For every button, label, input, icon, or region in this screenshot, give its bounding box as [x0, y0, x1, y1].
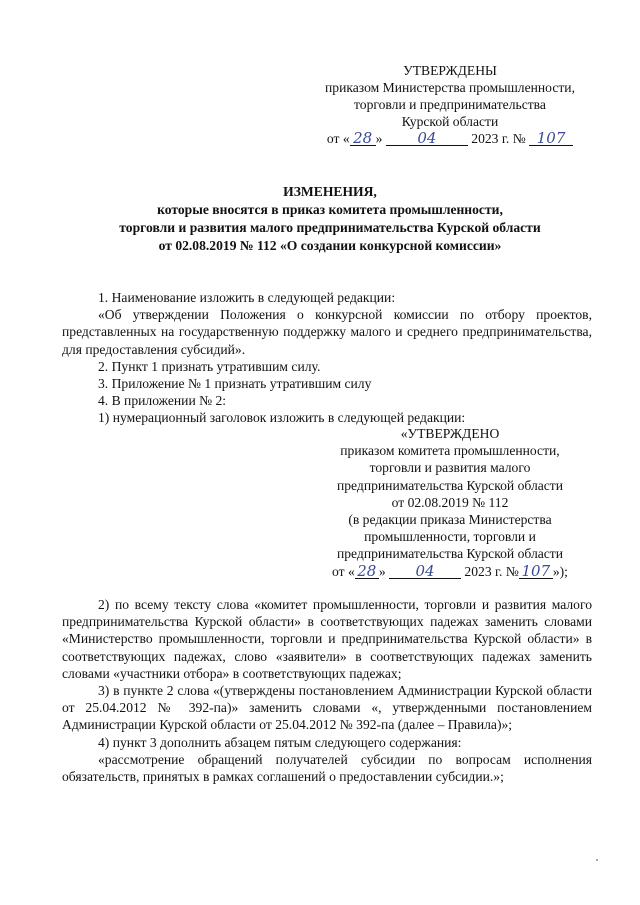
title-line-2: торговли и развития малого предпринимательства Курской области: [119, 220, 541, 235]
paragraph-3: 2. Пункт 1 признать утратившим силу.: [98, 358, 321, 374]
title-line-1: которые вносятся в приказ комитета промышленности,: [157, 202, 503, 217]
paragraph-9: 4) пункт 3 дополнить абзацем пятым следующего содержания:: [98, 734, 462, 750]
inner-handwritten-number: 107: [519, 564, 553, 579]
inner-approval-line-7: предпринимательства Курской области: [336, 546, 564, 562]
title-head: ИЗМЕНЕНИЯ,: [283, 184, 377, 199]
document-title: [70, 183, 590, 255]
date-prefix: от «: [326, 131, 350, 146]
inner-approval-date-line: [300, 563, 600, 580]
body-section-1: [62, 289, 592, 427]
paragraph-2: «Об утверждении Положения о конкурсной комиссии по отбору проектов, представленных на государственную поддержку малого и среднего предпринимательства, для предоставления субсидий».: [62, 307, 592, 357]
inner-date-mid: »: [378, 563, 386, 579]
paragraph-7: 2) по всему тексту слова «комитет промышленности, торговли и развития малого предпринимательства Курской области» в соответствующих падежах заменить словами «Министерство промышленности, торговли и предпринимательства Курской области» в соответствующих падежах, слово «заявители» в соответствующих падежах заменить словами «участники отбора» в соответствующих падежах;: [62, 597, 592, 681]
approval-date-line: [300, 130, 600, 147]
title-line-3: от 02.08.2019 № 112 «О создании конкурсной комиссии»: [158, 238, 502, 253]
date-mid: »: [375, 131, 383, 146]
inner-handwritten-day: 28: [355, 564, 379, 579]
inner-handwritten-month: 04: [389, 564, 461, 579]
body-section-2: [62, 596, 592, 785]
paragraph-10: «рассмотрение обращений получателей субсидии по вопросам исполнения обязательств, принятых в рамках соглашений о предоставлении субсидии.»;: [62, 751, 592, 785]
scan-speck: [596, 859, 598, 861]
handwritten-day: 28: [350, 131, 376, 146]
inner-year-text: 2023 г. №: [464, 563, 519, 579]
year-text: 2023 г. №: [471, 131, 526, 146]
inner-date-prefix: от «: [332, 563, 355, 579]
paragraph-6: 1) нумерационный заголовок изложить в следующей редакции:: [98, 410, 466, 426]
handwritten-number: 107: [529, 131, 573, 146]
inner-approval-line-4: от 02.08.2019 № 112: [391, 494, 509, 510]
inner-approval-line-2: торговли и развития малого: [369, 460, 531, 476]
inner-approval-title: «УТВЕРЖДЕНО: [400, 426, 500, 441]
paragraph-5: 4. В приложении № 2:: [98, 393, 227, 409]
approval-stamp-block: [300, 62, 600, 147]
approval-line-2: торговли и предпринимательства: [354, 97, 546, 112]
inner-approval-block: [300, 425, 600, 580]
inner-approval-line-6: промышленности, торговли и: [364, 529, 536, 545]
handwritten-month: 04: [386, 131, 468, 146]
paragraph-1: 1. Наименование изложить в следующей редакции:: [98, 290, 396, 305]
approval-line-1: приказом Министерства промышленности,: [325, 80, 575, 95]
approval-line-3: Курской области: [401, 114, 499, 129]
inner-date-suffix: »);: [552, 563, 568, 579]
paragraph-4: 3. Приложение № 1 признать утратившим силу: [98, 376, 372, 392]
inner-approval-line-5: (в редакции приказа Министерства: [348, 512, 552, 528]
inner-approval-line-1: приказом комитета промышленности,: [340, 443, 560, 459]
approval-title: УТВЕРЖДЕНЫ: [403, 63, 497, 78]
paragraph-8: 3) в пункте 2 слова «(утверждены постановлением Администрации Курской области от 25.04.2012 № 392-па)» заменить словами «, утвержденными постановлением Администрации Курской области от 25.04.2012 № 392-па (далее – Правила)»;: [62, 683, 592, 733]
inner-approval-line-3: предпринимательства Курской области: [336, 477, 564, 493]
